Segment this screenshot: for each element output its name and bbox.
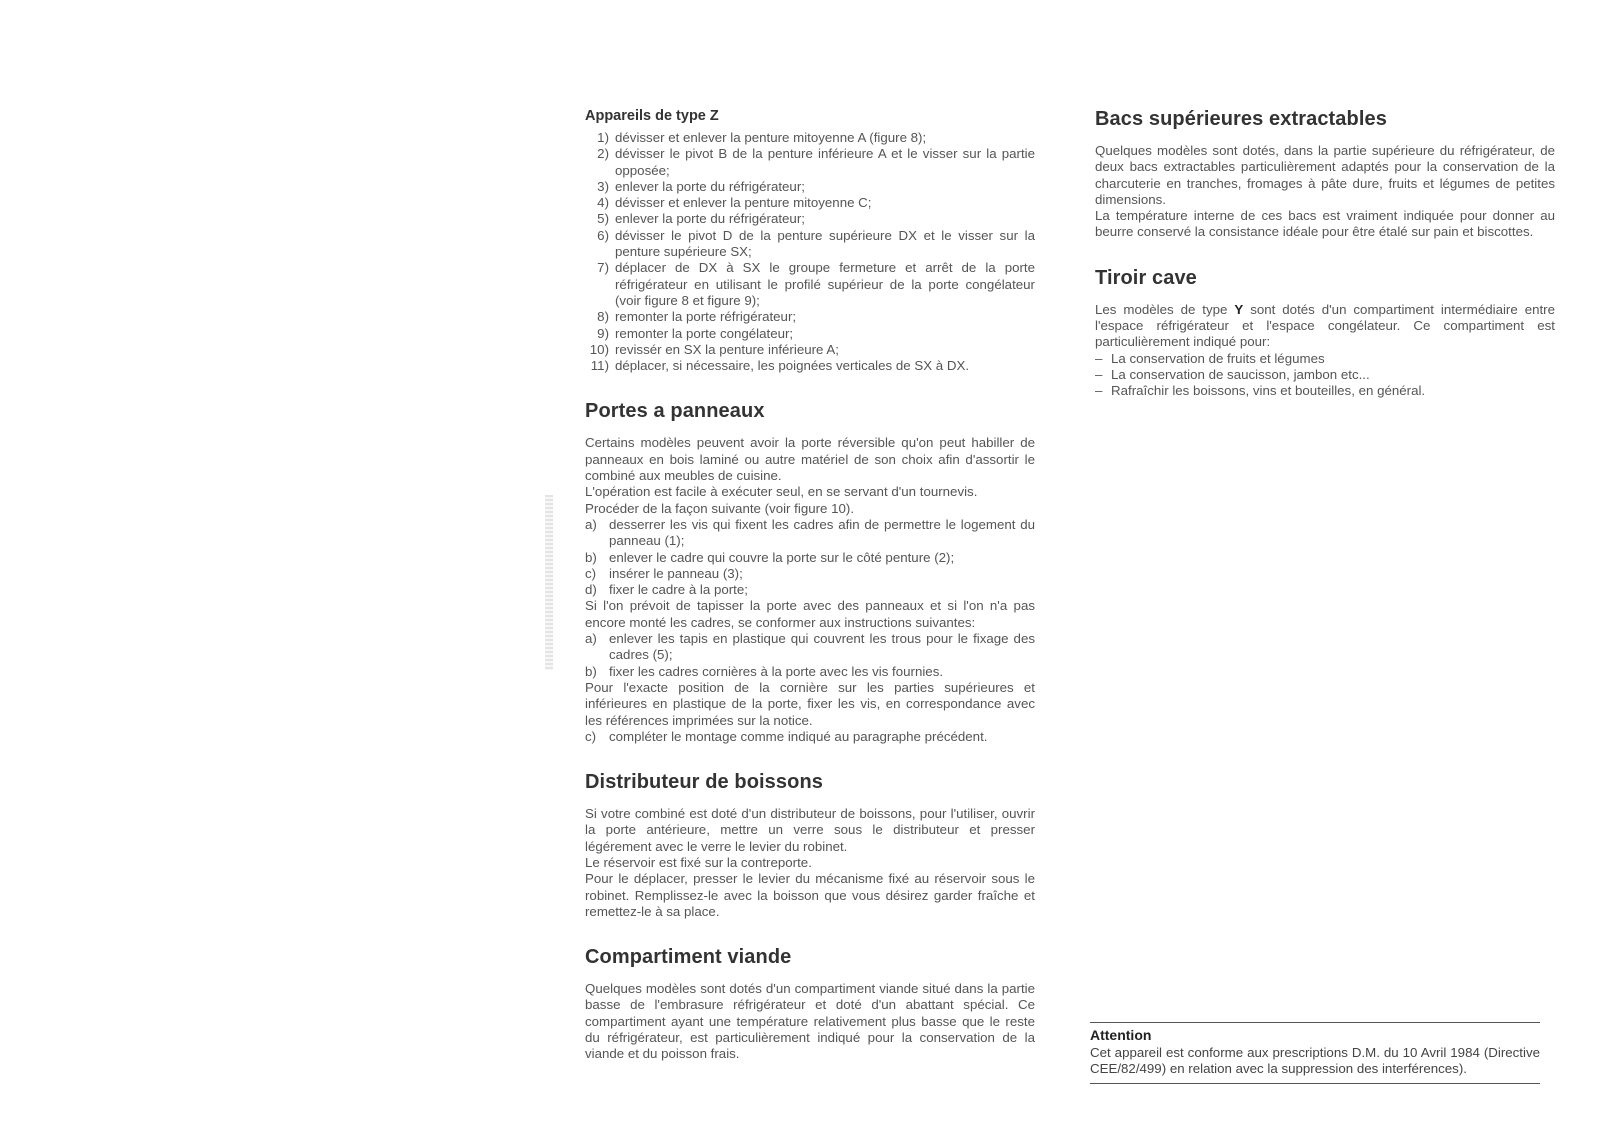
list-item <box>585 566 1035 582</box>
list-item <box>585 342 1035 358</box>
list-item <box>585 211 1035 227</box>
scan-binding-strip <box>545 495 553 670</box>
step-number: 9) <box>597 325 609 341</box>
list-item <box>585 228 1035 261</box>
list-item: – Rafraîchir les boissons, vins et bouteilles, en général. <box>1095 383 1426 399</box>
step-text: déplacer de DX à SX le groupe fermeture et arrêt de la porte réfrigérateur en utilisant le profilé supérieur de la porte congélateur (voir figure 8 et figure 9); <box>615 260 1035 308</box>
item-letter: c) <box>585 728 597 744</box>
list-item <box>585 550 1035 566</box>
list-item <box>585 729 1035 745</box>
portes-intro-2: L'opération est facile à exécuter seul, en se servant d'un tournevis. <box>585 484 978 500</box>
step-text: déplacer, si nécessaire, les poignées verticales de SX à DX. <box>615 358 970 374</box>
item-text: fixer les cadres cornières à la porte avec les vis fournies. <box>609 663 944 679</box>
portes-mid-2: Pour l'exacte position de la cornière sur les parties supérieures et inférieures en plastique de la porte, fixer les vis, en correspondance avec les références imprimées sur la notice. <box>585 679 1035 728</box>
distributeur-heading: Distributeur de boissons <box>585 771 823 794</box>
distributeur-p1: Si votre combiné est doté d'un distributeur de boissons, pour l'utiliser, ouvrir la porte antérieure, mettre un verre sous le distributeur et presser légérement avec le verre le levier du robinet. <box>585 806 1035 854</box>
section-portes-panneaux <box>585 400 1035 745</box>
section-viande <box>585 946 1035 1062</box>
step-number: 1) <box>597 130 609 145</box>
step-number: 8) <box>597 309 609 325</box>
tiroir-heading: Tiroir cave <box>1095 266 1197 289</box>
step-number: 11) <box>590 358 609 374</box>
bacs-p1: Quelques modèles sont dotés, dans la partie supérieure du réfrigérateur, de deux bacs extractables particulièrement adaptés pour la conservation de la charcuterie en tranches, fromages à pâte dure, fruits et légumes de petites dimensions. <box>1095 143 1555 207</box>
portes-heading: Portes a panneaux <box>585 400 765 423</box>
item-letter: a) <box>585 631 597 647</box>
step-text: dévisser et enlever la penture mitoyenne A (figure 8); <box>615 130 927 145</box>
bacs-p2: La température interne de ces bacs est vraiment indiquée pour donner au beurre conservé la consistance idéale pour être étalé sur pain et biscottes. <box>1095 208 1555 240</box>
item-letter: c) <box>585 565 597 581</box>
step-number: 4) <box>597 195 609 211</box>
portes-intro-1: Certains modèles peuvent avoir la porte réversible qu'on peut habiller de panneaux en bois laminé ou autre matériel de son choix afin d'assortir le combiné aux meubles de cuisine. <box>585 435 1035 484</box>
portes-mid: Si l'on prévoit de tapisser la porte avec des panneaux et si l'on n'a pas encore monté les cadres, se conformer aux instructions suivantes: <box>585 598 1035 630</box>
attention-box <box>1090 1022 1540 1084</box>
distributeur-p2: Le réservoir est fixé sur la contreporte. <box>585 854 812 870</box>
item-text: fixer le cadre à la porte; <box>609 582 748 598</box>
item-letter: b) <box>585 549 597 565</box>
step-text: enlever la porte du réfrigérateur; <box>615 178 805 194</box>
section-type-z <box>585 108 1035 374</box>
list-item <box>585 130 1035 146</box>
tiroir-type-label: Y <box>1234 301 1244 317</box>
list-item <box>585 260 1035 309</box>
list-item: – La conservation de fruits et légumes <box>1095 350 1325 366</box>
list-item <box>585 146 1035 179</box>
step-number: 3) <box>597 178 609 194</box>
list-item <box>585 517 1035 550</box>
item-text: La conservation de fruits et légumes <box>1111 350 1325 366</box>
tiroir-intro <box>1095 302 1555 351</box>
left-column <box>585 108 1035 1089</box>
list-item <box>585 326 1035 342</box>
step-text: dévisser le pivot D de la penture supérieure DX et le visser sur la penture supérieure SX; <box>615 227 1035 260</box>
list-item <box>585 195 1035 211</box>
attention-heading: Attention <box>1090 1027 1152 1043</box>
distributeur-p3: Pour le déplacer, presser le levier du mécanisme fixé au réservoir sous le robinet. Remplissez-le avec la boisson que vous désirez garder fraîche et remettez-le à sa place. <box>585 871 1035 919</box>
step-number: 6) <box>597 227 609 243</box>
tiroir-intro-post: sont dotés d'un compartiment intermédiaire entre l'espace réfrigérateur et l'espace congélateur. Ce compartiment est particulièrement indiqué pour: <box>1095 301 1556 350</box>
viande-p1: Quelques modèles sont dotés d'un compartiment viande situé dans la partie basse de l'embrasure réfrigérateur et doté d'un abattant spécial. Ce compartiment ayant une température relativement plus basse que le reste du réfrigérateur, est particulièrement indiqué pour la conservation de la viande et du poisson frais. <box>585 981 1035 1062</box>
item-text: compléter le montage comme indiqué au paragraphe précédent. <box>609 728 988 744</box>
step-number: 5) <box>597 211 609 227</box>
step-text: revissér en SX la penture inférieure A; <box>615 341 839 357</box>
bacs-heading: Bacs supérieures extractables <box>1095 108 1387 130</box>
step-number: 2) <box>597 146 609 162</box>
step-text: dévisser et enlever la penture mitoyenne C; <box>615 195 872 211</box>
section-tiroir <box>1095 267 1555 400</box>
step-text: enlever la porte du réfrigérateur; <box>615 211 805 227</box>
item-text: La conservation de saucisson, jambon etc... <box>1111 366 1370 382</box>
item-text: enlever le cadre qui couvre la porte sur le côté penture (2); <box>609 549 955 565</box>
list-item <box>585 664 1035 680</box>
item-letter: d) <box>585 582 597 598</box>
tiroir-intro-pre: Les modèles de type <box>1095 301 1235 317</box>
section-distributeur <box>585 771 1035 920</box>
list-item <box>585 179 1035 195</box>
list-item: – La conservation de saucisson, jambon etc... <box>1095 366 1370 382</box>
list-item <box>585 358 1035 374</box>
type-z-steps <box>585 130 1035 374</box>
item-letter: b) <box>585 663 597 679</box>
step-number: 7) <box>597 260 609 276</box>
viande-heading: Compartiment viande <box>585 946 792 969</box>
item-text: insérer le panneau (3); <box>609 565 743 581</box>
step-text: remonter la porte congélateur; <box>615 325 794 341</box>
step-text: dévisser le pivot B de la penture inférieure A et le visser sur la partie opposée; <box>615 146 1035 178</box>
portes-intro-3: Procéder de la façon suivante (voir figure 10). <box>585 500 855 516</box>
right-column <box>1095 108 1555 426</box>
type-z-heading: Appareils de type Z <box>585 108 719 124</box>
list-item <box>585 631 1035 664</box>
item-text: desserrer les vis qui fixent les cadres afin de permettre le logement du panneau (1); <box>609 516 1035 549</box>
list-item <box>585 309 1035 325</box>
step-text: remonter la porte réfrigérateur; <box>615 309 797 325</box>
step-number: 10) <box>589 341 609 357</box>
attention-text: Cet appareil est conforme aux prescriptions D.M. du 10 Avril 1984 (Directive CEE/82/499) en relation avec la suppression des interférences). <box>1090 1045 1540 1076</box>
item-letter: a) <box>585 516 597 532</box>
item-text: enlever les tapis en plastique qui couvrent les trous pour le fixage des cadres (5); <box>609 631 1035 663</box>
section-bacs <box>1095 108 1555 241</box>
list-item <box>585 582 1035 598</box>
item-text: Rafraîchir les boissons, vins et bouteilles, en général. <box>1111 383 1426 399</box>
